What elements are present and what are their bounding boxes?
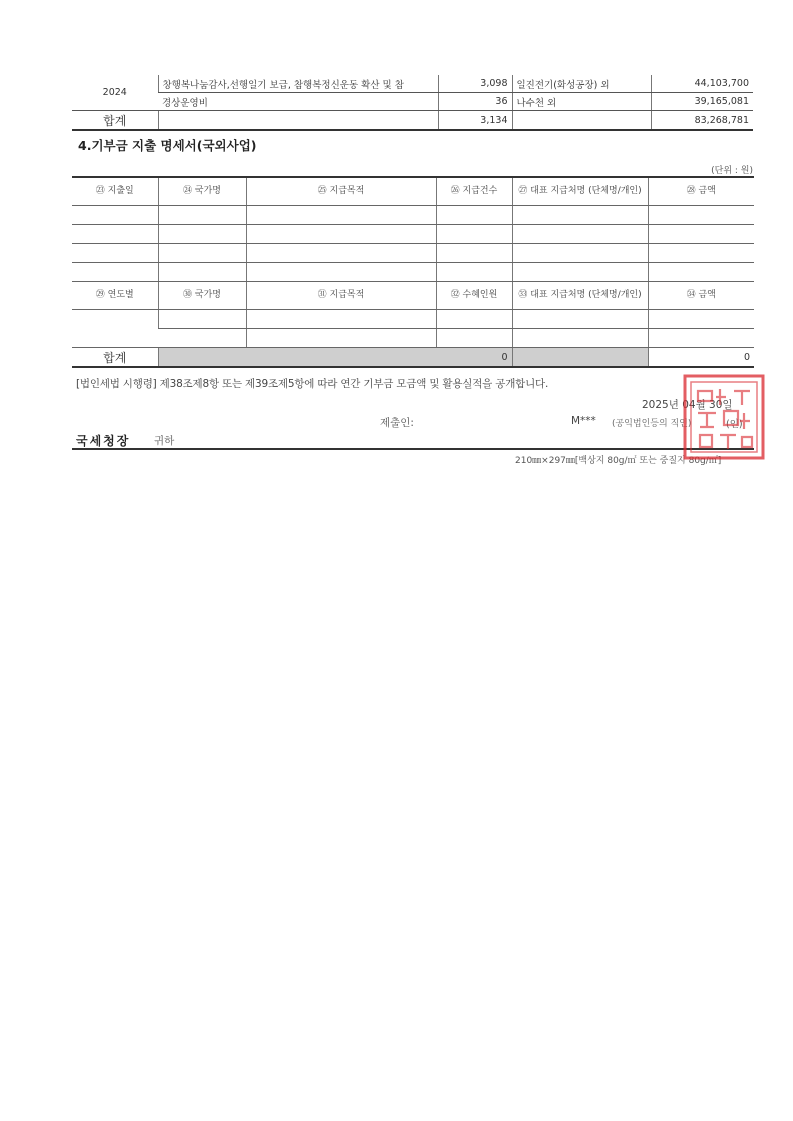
total-label: 합계 bbox=[72, 348, 158, 368]
submission-date: 2025년 04월 30일 bbox=[642, 399, 733, 411]
amount-cell: 39,165,081 bbox=[651, 93, 753, 111]
header-cell: ㉗ 대표 지급처명 (단체명/개인) bbox=[512, 177, 648, 206]
seal-mark: (인) bbox=[726, 419, 743, 430]
header-row bbox=[72, 177, 754, 206]
header-cell: ㉚ 국가명 bbox=[158, 282, 246, 310]
table-row bbox=[72, 206, 754, 225]
header-cell: ㉛ 지급목적 bbox=[246, 282, 436, 310]
purpose-cell: 경상운영비 bbox=[158, 93, 438, 111]
table-row bbox=[72, 310, 754, 329]
table-row bbox=[72, 75, 753, 93]
year-cell: 2024 bbox=[72, 75, 158, 111]
submitter-note: (공익법인등의 직인) bbox=[612, 419, 692, 429]
table-row bbox=[72, 225, 754, 244]
amount-cell: 44,103,700 bbox=[651, 75, 753, 93]
header-cell: ㉘ 금액 bbox=[648, 177, 754, 206]
header-row bbox=[72, 282, 754, 310]
total-amount: 0 bbox=[648, 348, 754, 368]
total-count: 0 bbox=[158, 348, 512, 368]
header-cell: ㉕ 지급목적 bbox=[246, 177, 436, 206]
foreign-donation-table bbox=[72, 176, 754, 368]
purpose-cell: 창행복나눔감사,선행일기 보급, 참행복정신운동 확산 및 참 bbox=[158, 75, 438, 93]
divider bbox=[72, 448, 754, 450]
total-amount: 83,268,781 bbox=[651, 111, 753, 131]
header-cell: ㉜ 수혜인원 bbox=[436, 282, 512, 310]
total-row bbox=[72, 348, 754, 368]
recipient-title: 국세청장 bbox=[76, 434, 131, 448]
seal-stamp-icon bbox=[682, 373, 766, 461]
domestic-donation-table bbox=[72, 75, 753, 131]
submitter-name: M*** bbox=[571, 415, 596, 427]
header-cell: ㉖ 지급건수 bbox=[436, 177, 512, 206]
recipient-cell: 나수천 외 bbox=[512, 93, 651, 111]
empty-cell bbox=[512, 111, 651, 131]
recipient-suffix: 귀하 bbox=[154, 435, 175, 447]
header-cell: ㉙ 연도별 bbox=[72, 282, 158, 310]
empty-cell bbox=[158, 111, 438, 131]
submitter-label: 제출인: bbox=[380, 417, 414, 429]
count-cell: 36 bbox=[438, 93, 512, 111]
paper-spec: 210㎜×297㎜[백상지 80g/㎡ 또는 중질지 80g/㎡] bbox=[515, 456, 722, 466]
header-cell: ㉝ 대표 지급처명 (단체명/개인) bbox=[512, 282, 648, 310]
recipient-cell: 일진전기(화성공장) 외 bbox=[512, 75, 651, 93]
header-cell: ㉓ 지출일 bbox=[72, 177, 158, 206]
table-row bbox=[72, 93, 753, 111]
total-row bbox=[72, 111, 753, 131]
header-cell: ㉞ 금액 bbox=[648, 282, 754, 310]
section-title: 4.기부금 지출 명세서(국외사업) bbox=[78, 138, 257, 153]
total-label: 합계 bbox=[72, 111, 158, 131]
header-cell: ㉔ 국가명 bbox=[158, 177, 246, 206]
table-row bbox=[72, 263, 754, 282]
total-count: 3,134 bbox=[438, 111, 512, 131]
shaded-cell bbox=[512, 348, 648, 368]
table-row bbox=[72, 329, 754, 348]
count-cell: 3,098 bbox=[438, 75, 512, 93]
table-row bbox=[72, 244, 754, 263]
unit-label: (단위 : 원) bbox=[711, 166, 753, 176]
legal-notice: [법인세법 시행령] 제38조제8항 또는 제39조제5항에 따라 연간 기부금 모금액 및 활용실적을 공개합니다. bbox=[76, 378, 549, 390]
